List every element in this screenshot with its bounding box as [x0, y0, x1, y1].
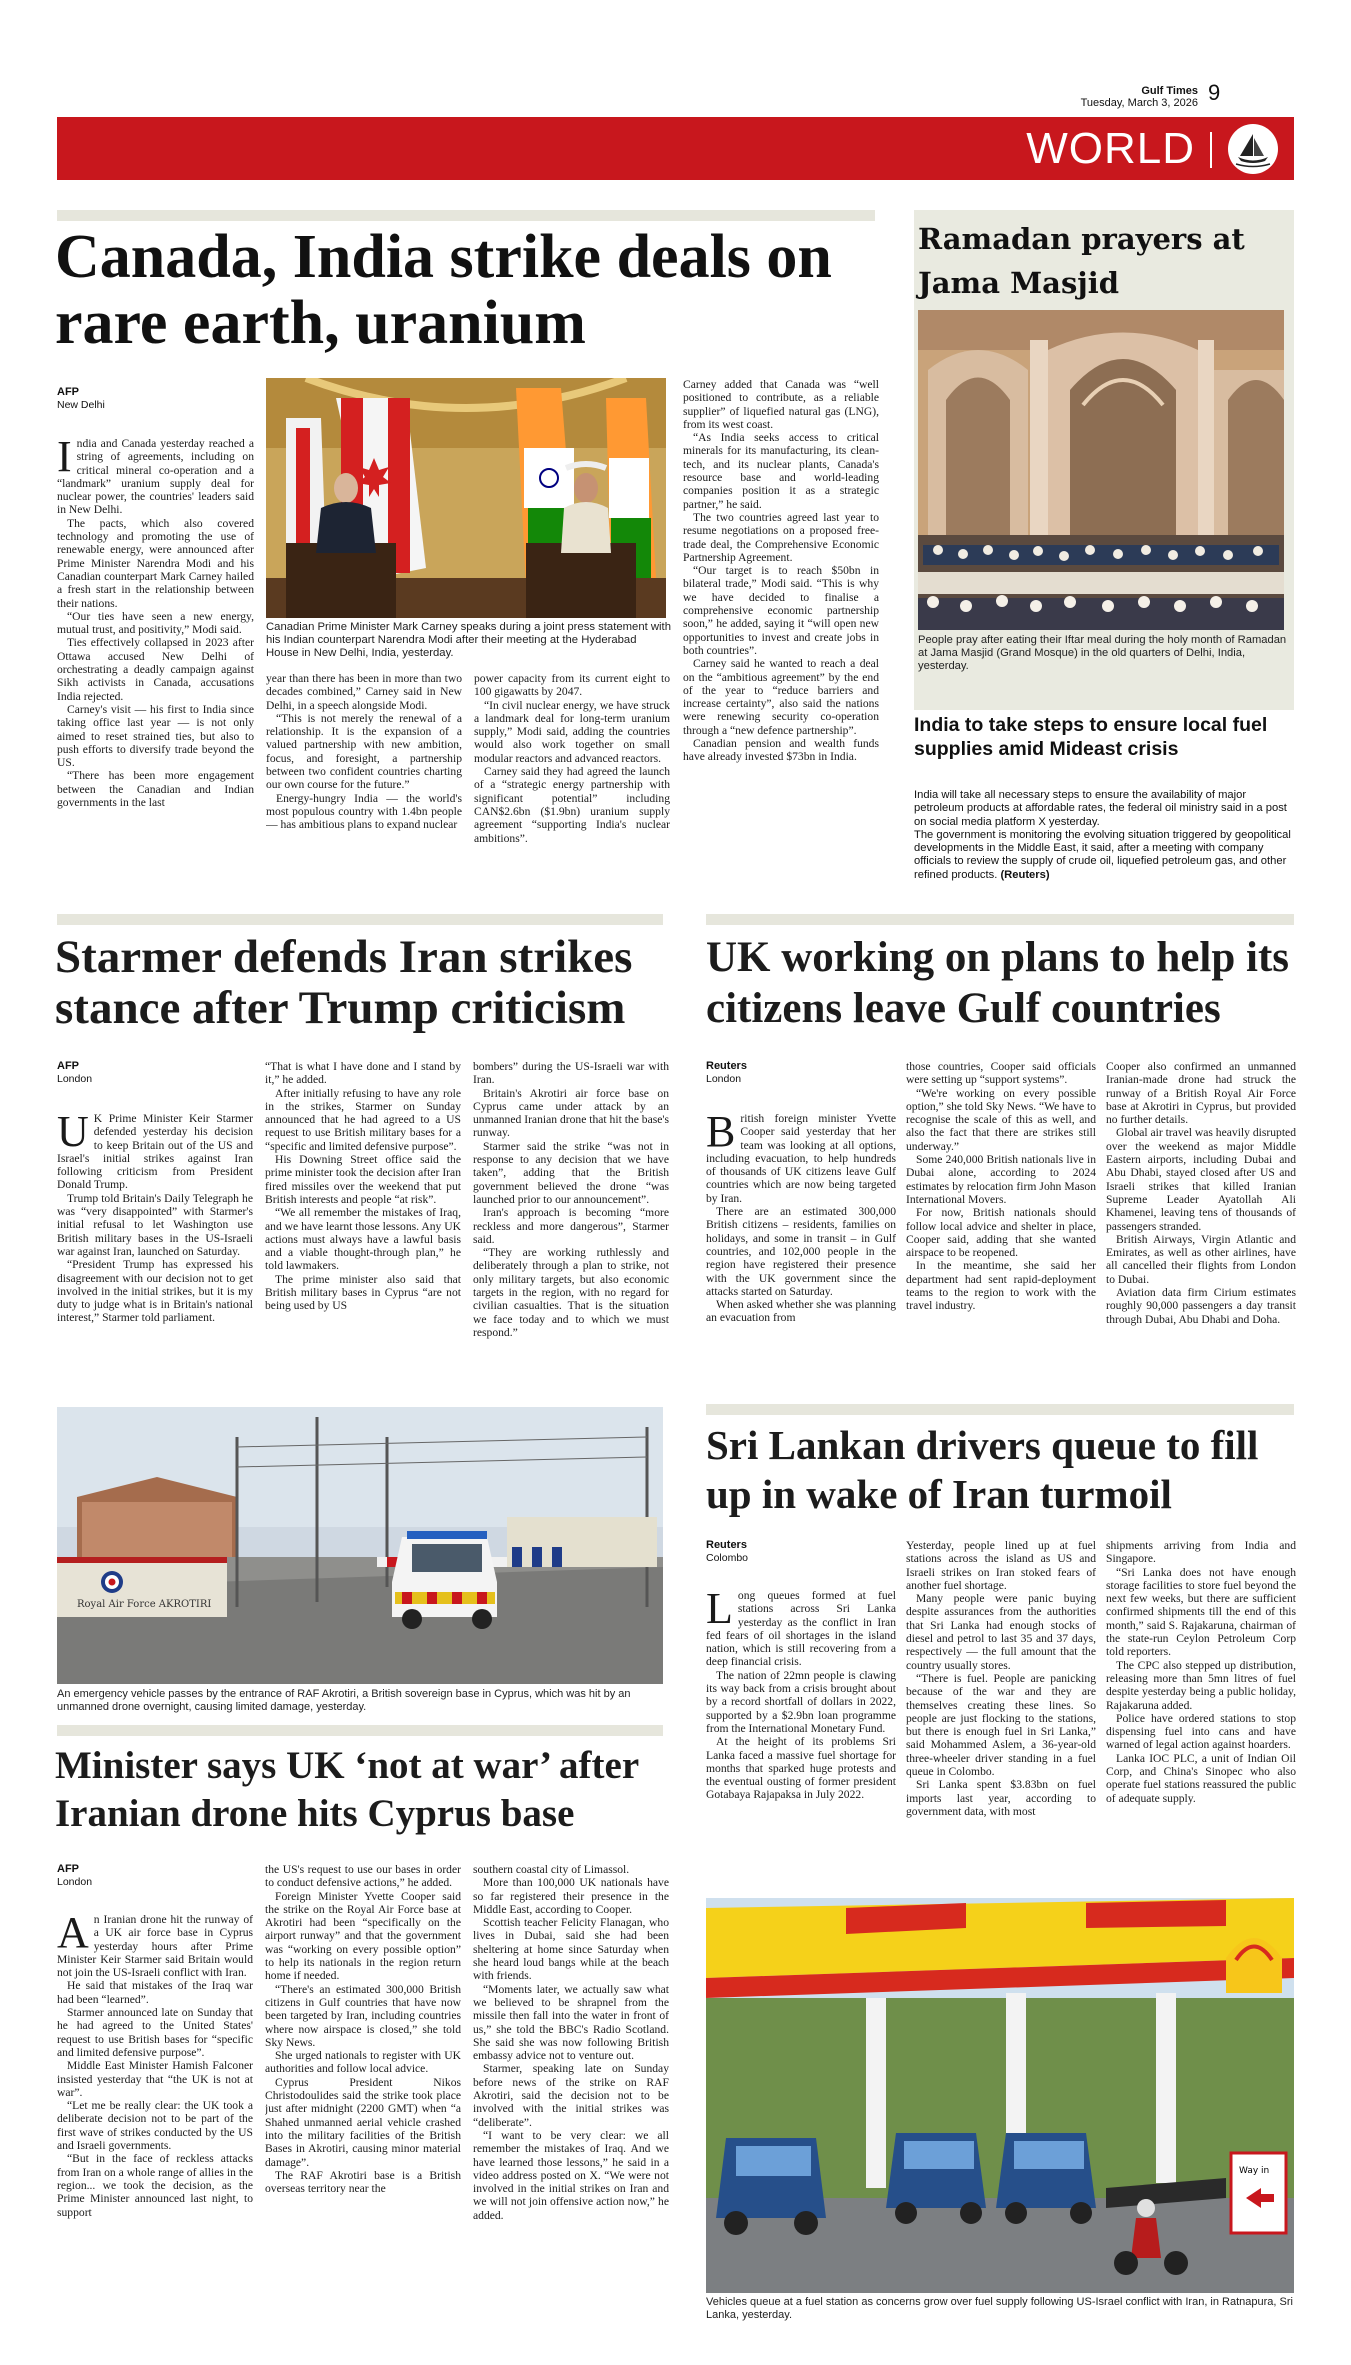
paragraph: K Prime Minister Keir Starmer defended yesterday his decision to keep Britain out of the US and Israel's initial strikes against Iran following criticism from President Donald Trump. — [57, 1112, 253, 1192]
rule — [57, 210, 875, 221]
way-in-sign: Way in — [1239, 2166, 1270, 2176]
paragraph: Carney added that Canada was “well positioned to contribute, as a reliable supplier” of liquefied natural gas (LNG), from its west coast. — [683, 378, 879, 431]
col-text — [57, 437, 254, 809]
headline-starmer: Starmer defends Iran strikes stance after Trump criticism — [55, 931, 633, 1034]
paragraph: Lanka IOC PLC, a unit of Indian Oil Corp, and China's Sinopec who also operate fuel stations reassured the public of adequate supply. — [1106, 1751, 1296, 1805]
photo-caption: Vehicles queue at a fuel station as concerns grow over fuel supply following US-Israel conflict with Iran, in Ratnapura, Sri Lanka, yesterday. — [706, 2296, 1293, 2322]
paragraph: Foreign Minister Yvette Cooper said the strike on the Royal Air Force base at Akrotiri had been “specifically on the airport runway” and that the government was “working on every possible option” to help its nationals in the region return home if needed. — [265, 1889, 461, 1983]
paragraph: Carney's visit — his first to India since taking office last year — is not only aimed to reset strained ties, but also to push efforts to diversify trade beyond the US. — [57, 702, 254, 770]
fuel-paragraph: India will take all necessary steps to ensure the availability of major petroleum products at affordable rates, the federal oil ministry said in a post on social media platform X yesterday. — [914, 789, 1287, 828]
byline-place: London — [57, 1876, 93, 1888]
byline-place: London — [57, 1073, 93, 1085]
paragraph: Starmer announced late on Sunday that he had agreed to the United States' request to use British bases for “specific and limited defensive purpose”. — [57, 2006, 253, 2059]
byline-place: Colombo — [706, 1552, 749, 1564]
paragraph: Iran's approach is becoming “more reckless and more dangerous”, Starmer said. — [473, 1206, 669, 1246]
story-column — [1106, 1539, 1296, 1895]
rule — [706, 1404, 1294, 1415]
paragraph: Many people were panic buying despite assurances from the authorities that Sri Lanka had enough stocks of diesel and petrol to last 35 and 37 days, respectively — the full amount that the country usually stores. — [906, 1592, 1096, 1672]
byline-agency: AFP — [57, 1060, 79, 1072]
paragraph: “But in the face of reckless attacks from Iran on a whole range of allies in the region... we took the decision, as the Prime Minister announced last night, to support — [57, 2152, 253, 2219]
story-column — [906, 1060, 1096, 1416]
masthead-paper: Gulf Times — [1141, 85, 1198, 97]
paragraph: At the height of its problems Sri Lanka faced a massive fuel shortage for months that sparked huge protests and the eventual ousting of former president Gotabaya Rajapaksa in July 2022. — [706, 1735, 896, 1802]
paragraph: For now, British nationals should follow local advice and shelter in place, Cooper said, adding that she wanted airspace to be reopened. — [906, 1206, 1096, 1260]
paragraph: Yesterday, people lined up at fuel stations across the island as US and Israeli strikes on Iran stoked fears of another fuel shortage. — [906, 1539, 1096, 1592]
paragraph: n Iranian drone hit the runway of a UK air force base in Cyprus yesterday hours after Prime Minister Keir Starmer said Britain would not join the US-Israeli conflict with Iran. — [57, 1913, 253, 1980]
paragraph: Global air travel was heavily disrupted over the weekend as major Middle Eastern airports, including Dubai and Abu Dhabi, stayed closed after US and Israeli strikes that killed Iranian Supreme Leader Ayatollah Ali Khamenei, leaving tens of thousands of passengers stranded. — [1106, 1126, 1296, 1233]
paragraph: She urged nationals to register with UK authorities and follow local advice. — [265, 2049, 461, 2076]
paragraph: “That is what I have done and I stand by it,” he added. — [265, 1060, 461, 1087]
photo-caption: Canadian Prime Minister Mark Carney speaks during a joint press statement with his Indian counterpart Narendra Modi after their meeting at the Hyderabad House in New Delhi, India, yesterday. — [266, 621, 671, 659]
paragraph: Some 240,000 British nationals live in Dubai alone, according to 2024 estimates by relocation firm John Mason International Movers. — [906, 1153, 1096, 1206]
headline-not-at-war: Minister says UK ‘not at war’ after Iranian drone hits Cyprus base — [55, 1744, 639, 1835]
col-text — [706, 1589, 896, 1802]
story-column — [57, 1913, 253, 2327]
headline-uk-gulf: UK working on plans to help its citizens leave Gulf countries — [706, 934, 1290, 1032]
paragraph: British Airways, Virgin Atlantic and Emirates, as well as other airlines, have all cancelled their flights from London to Dubai. — [1106, 1232, 1296, 1286]
paragraph: Sri Lanka spent $3.83bn on fuel imports last year, according to government data, with most — [906, 1778, 1096, 1818]
headline-canada-india: Canada, India strike deals on rare earth, uranium — [55, 223, 832, 357]
byline-place: London — [706, 1073, 742, 1085]
paragraph: Middle East Minister Hamish Falconer insisted yesterday that “the UK is not at war”. — [57, 2059, 253, 2099]
paragraph: Trump told Britain's Daily Telegraph he was “very disappointed” with Starmer's initial refusal to let Washington use British military bases in the US-Israeli war against Iran, launched on Saturday. — [57, 1191, 253, 1258]
paragraph: “As India seeks access to critical minerals for its manufacturing, its clean-tech, and its nuclear plants, Canada's resource base and world-leading companies position it as a strategic partner,” he said. — [683, 431, 879, 511]
paragraph: “Our ties have seen a new energy, mutual trust, and positivity,” Modi said. — [57, 609, 254, 637]
story-column — [683, 378, 879, 886]
byline — [57, 1060, 92, 1086]
paragraph: His Downing Street office said the prime minister took the decision after Iran fired missiles over the weekend that put British interests and people “at risk”. — [265, 1153, 461, 1206]
paragraph: “We all remember the mistakes of Iraq, and we have learnt those lessons. Any UK actions must always have a lawful basis and a viable thought-through plan,” he told lawmakers. — [265, 1206, 461, 1273]
story-column — [266, 672, 462, 886]
paragraph: The nation of 22mn people is clawing its way back from a crisis brought about by a record shortfall of dollars in 2022, supported by a $2.9bn loan programme from the International Monetary Fund. — [706, 1668, 896, 1735]
story-column — [473, 1863, 669, 2327]
masthead-date: Tuesday, March 3, 2026 — [1080, 97, 1198, 109]
paragraph: Canadian pension and wealth funds have already invested $73bn in India. — [683, 737, 879, 764]
section-divider — [1210, 132, 1212, 168]
byline-agency: AFP — [57, 1863, 79, 1875]
paragraph: Starmer said the strike “was not in response to any decision that we have taken”, adding that the British government believed the drone “was launched prior to our announcement”. — [473, 1139, 669, 1206]
paragraph: “This is not merely the renewal of a relationship. It is the expansion of a valued partnership with new ambition, focus, and foresight, a partnership between two confident countries charting our own course for the future.” — [266, 711, 462, 792]
photo-raf-akrotiri — [57, 1407, 663, 1684]
paragraph: “In civil nuclear energy, we have struck a landmark deal for long-term uranium supply,” Modi said, adding the countries would also work together on small modular reactors and advanced reactors. — [474, 698, 670, 765]
rule — [57, 1725, 663, 1736]
paragraph: ong queues formed at fuel stations across Sri Lanka yesterday as the conflict in Iran fed fears of oil shortages in the island nation, which is still recovering from a deep financial crisis. — [706, 1589, 896, 1669]
paragraph: Cyprus President Nikos Christodoulides said the strike took place just after midnight (2200 GMT) when “a Shahed unmanned aerial vehicle crashed into the military facilities of the British Bases in Akrotiri, causing minor material damage”. — [265, 2075, 461, 2169]
logo-icon — [1228, 124, 1278, 174]
byline-agency: Reuters — [706, 1539, 747, 1551]
paragraph: “Our target is to reach $50bn in bilateral trade,” Modi said. “This is why we have decided to finalise a comprehensive economic partnership soon,” he added, saying it “will open new opportunities to invest and create jobs in both countries”. — [683, 564, 879, 657]
page-number: 9 — [1208, 80, 1221, 105]
paragraph: ritish foreign minister Yvette Cooper said yesterday that her team was looking at all options, including evacuation, to help hundreds of thousands of UK citizens leave Gulf countries which are now being targeted by Iran. — [706, 1112, 896, 1205]
fuel-paragraph — [914, 829, 1294, 882]
fuel-paragraph-text: The government is monitoring the evolving situation triggered by geopolitical developments in the Middle East, it said, after a meeting with company officials to review the supply of crude oil, liquefied petroleum gas, and other refined products. — [914, 828, 1291, 881]
story-column — [57, 1112, 253, 1416]
byline-agency: AFP — [57, 386, 79, 398]
byline — [706, 1060, 747, 1086]
paragraph: Britain's Akrotiri air force base on Cyprus came under attack by an unmanned Iranian drone that hit the base's runway. — [473, 1086, 669, 1140]
rule — [706, 914, 1294, 925]
paragraph: Aviation data firm Cirium estimates roughly 90,000 passengers a day transit through Dubai, Abu Dhabi and Doha. — [1106, 1286, 1296, 1326]
photo-caption: People pray after eating their Iftar meal during the holy month of Ramadan at Jama Masjid (Grand Mosque) in the old quarters of Delhi, India, yesterday. — [918, 634, 1287, 672]
byline — [57, 1863, 92, 1889]
paragraph: The CPC also stepped up distribution, releasing more than 5mn litres of fuel despite yesterday being a public holiday, Rajakaruna added. — [1106, 1658, 1296, 1712]
drop-cap: A — [57, 1913, 89, 1957]
rule — [57, 914, 663, 925]
drop-cap: U — [57, 1112, 89, 1156]
paragraph: Scottish teacher Felicity Flanagan, who lives in Dubai, said she had been sheltering at home since Saturday when she heard loud bangs while at the beach with friends. — [473, 1916, 669, 1983]
paragraph: year than there has been in more than two decades combined,” Carney said in New Delhi, in a speech alongside Modi. — [266, 672, 462, 712]
paragraph: The prime minister also said that British military bases in Cyprus “are not being used by US — [265, 1272, 461, 1313]
story-column — [1106, 1060, 1296, 1416]
paragraph: power capacity from its current eight to 100 gigawatts by 2047. — [474, 672, 670, 699]
paragraph: When asked whether she was planning an evacuation from — [706, 1298, 896, 1325]
story-column — [473, 1060, 669, 1416]
fuel-headline: India to take steps to ensure local fuel supplies amid Mideast crisis — [914, 714, 1268, 760]
paragraph: Ties effectively collapsed in 2023 after Ottawa accused New Delhi of orchestrating a deadly campaign against Sikh activists in Canada, accusations India rejected. — [57, 636, 254, 703]
akrotiri-sign: Royal Air Force AKROTIRI — [77, 1599, 212, 1610]
paragraph: The pacts, which also covered technology and promoting the use of renewable energy, were announced after Prime Minister Narendra Modi and his Canadian counterpart Mark Carney hailed a fresh start in the relationship between their nations. — [57, 516, 254, 610]
paragraph: Police have ordered stations to stop dispensing fuel into cans and have warned of legal action against hoarders. — [1106, 1711, 1296, 1752]
story-column — [265, 1863, 461, 2327]
headline-sri-lanka: Sri Lankan drivers queue to fill up in wake of Iran turmoil — [706, 1422, 1259, 1517]
byline-place: New Delhi — [57, 399, 105, 411]
paragraph: “There has been more engagement between the Canadian and Indian governments in the last — [57, 769, 254, 810]
paragraph: “There's an estimated 300,000 British citizens in Gulf countries that have now been targeted by Iran, including countries where now airspace is closed,” she told Sky News. — [265, 1982, 461, 2049]
paragraph: “Moments later, we actually saw what we believed to be shrapnel from the missile then fall into the water in front of us,” she told the BBC's Radio Scotland. She said she was now following British embassy advice not to venture out. — [473, 1982, 669, 2063]
section-title: WORLD — [1026, 124, 1195, 173]
paragraph: “Sri Lanka does not have enough storage facilities to store fuel beyond the next few weeks, but there are sufficient confirmed shipments till the end of this month,” said S. Rajakaruna, chairman of the state-run Ceylon Petroleum Corp told reporters. — [1106, 1565, 1296, 1659]
paragraph: In the meantime, she said her department had sent rapid-deployment teams to the region to work with the travel industry. — [906, 1259, 1096, 1313]
paragraph: More than 100,000 UK nationals have so far registered their presence in the Middle East, according to Cooper. — [473, 1876, 669, 1916]
photo-jama-masjid — [918, 310, 1284, 630]
story-column — [474, 672, 670, 886]
paragraph: “I want to be very clear: we all remember the mistakes of Iraq. And we have learned those lessons,” he said in a video address posted on X. “We were not involved in the initial strikes on Iran and we will not join offensive action now,” he added. — [473, 2128, 669, 2222]
paragraph: “Let me be really clear: the UK took a deliberate decision not to be part of the first wave of strikes conducted by the US and Israeli governments. — [57, 2099, 253, 2153]
paragraph: “President Trump has expressed his disagreement with our decision not to get involved in the initial strikes, but it is my duty to judge what is in Britain's national interest,” Starmer told parliament. — [57, 1258, 253, 1325]
paragraph: the US's request to use our bases in order to conduct defensive actions,” he added. — [265, 1863, 461, 1890]
paragraph: He said that mistakes of the Iraq war had been “learned”. — [57, 1979, 253, 2006]
story-column — [906, 1539, 1096, 1895]
paragraph: Starmer, speaking late on Sunday before news of the strike on RAF Akrotiri, said the decision not to be involved with the initial strikes was “deliberate”. — [473, 2062, 669, 2129]
fuel-body — [914, 789, 1294, 882]
paragraph: bombers” during the US-Israeli war with Iran. — [473, 1060, 669, 1087]
photo-fuel-queue — [706, 1898, 1294, 2293]
byline-agency: Reuters — [706, 1060, 747, 1072]
ramadan-headline: Ramadan prayers at Jama Masjid — [918, 222, 1245, 300]
story-column — [57, 437, 254, 885]
paragraph: “They are working ruthlessly and deliberately through a plan to strike, not only military targets, but also economic targets in the region, with no regard for civilian casualties. That is the situation we face today and to which we must respond.” — [473, 1246, 669, 1339]
paragraph: shipments arriving from India and Singapore. — [1106, 1539, 1296, 1566]
paragraph: Carney said they had agreed the launch of a “strategic energy partnership with significant potential” including CAN$2.6bn ($1.9bn) uranium supply agreement “supporting India's nuclear ambitions”. — [474, 765, 670, 845]
byline — [706, 1539, 748, 1565]
paragraph: “We're working on every possible option,” she told Sky News. “We have to recognise the scale of this as well, and also the fact that there are strikes still underway.” — [906, 1086, 1096, 1153]
paragraph: southern coastal city of Limassol. — [473, 1863, 630, 1876]
paragraph: There are an estimated 300,000 British citizens – residents, families on holidays, and some in transit – in Gulf countries, and 102,000 people in the region have registered their presence with the UK government since the attacks started on Saturday. — [706, 1205, 896, 1298]
fuel-source: (Reuters) — [1000, 868, 1050, 881]
paragraph: The two countries agreed last year to resume negotiations on a proposed free-trade deal, the Comprehensive Economic Partnership Agreement. — [683, 510, 879, 564]
paragraph: Energy-hungry India — the world's most populous country with 1.4bn people — has ambitious plans to expand nuclear — [266, 791, 462, 832]
col-text — [57, 1913, 253, 2219]
photo-carney-modi — [266, 378, 666, 618]
paragraph: “There is fuel. People are panicking because of the war and they are themselves creating these lines. So people are just flocking to the stations, but there is enough fuel in Sri Lanka,” said Mohammed Aslem, a 36-year-old three-wheeler driver standing in a fuel queue in Colombo. — [906, 1671, 1096, 1779]
paragraph: The RAF Akrotiri base is a British overseas territory near the — [265, 2168, 461, 2196]
paragraph: After initially refusing to have any role in the strikes, Starmer on Sunday announced that he had agreed to a US request to use British military bases for a “specific and limited defensive purpose”. — [265, 1086, 461, 1153]
story-column — [706, 1589, 896, 1895]
paragraph: ndia and Canada yesterday reached a string of agreements, including on critical mineral co-operation and a “landmark” uranium supply deal for nuclear power, the countries' leaders said in New Delhi. — [57, 437, 254, 517]
story-column — [706, 1112, 896, 1416]
drop-cap: I — [57, 437, 72, 481]
paragraph: Carney said he wanted to reach a deal on the “ambitious agreement” by the end of the year to “reduce barriers and increase certainty”, also said the nations were renewing security co-operation through a “new defence partnership”. — [683, 657, 879, 737]
paragraph: those countries, Cooper said officials were setting up “support systems”. — [906, 1060, 1096, 1087]
drop-cap: B — [706, 1112, 736, 1156]
story-column — [265, 1060, 461, 1416]
drop-cap: L — [706, 1589, 733, 1633]
paragraph: Cooper also confirmed an unmanned Iranian-made drone had struck the runway of a British Royal Air Force base at Akrotiri in Cyprus, but provided no further details. — [1106, 1060, 1296, 1127]
byline — [57, 386, 105, 412]
photo-caption: An emergency vehicle passes by the entrance of RAF Akrotiri, a British sovereign base in Cyprus, which was hit by an unmanned drone overnight, causing limited damage, yesterday. — [57, 1688, 631, 1714]
